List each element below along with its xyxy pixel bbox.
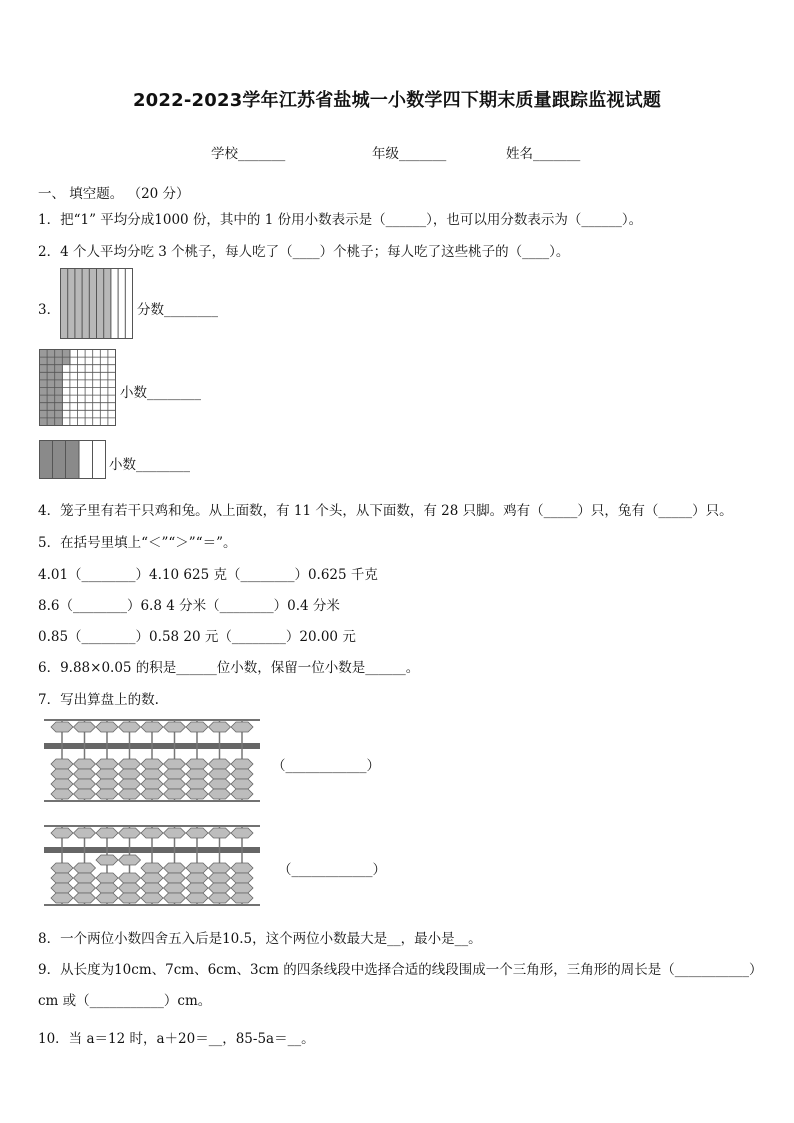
- abacus-bead: [209, 828, 231, 838]
- abacus-bead: [141, 779, 163, 789]
- abacus-bead: [164, 789, 186, 799]
- abacus-bead: [51, 759, 73, 769]
- abacus-bead: [141, 769, 163, 779]
- abacus-bead: [119, 722, 141, 732]
- fraction-answer-label: 分数________: [137, 302, 218, 318]
- abacus-bead: [119, 893, 141, 903]
- question-6: 6．9.88×0.05 的积是______位小数，保留一位小数是______。: [38, 660, 420, 676]
- abacus-bead: [119, 769, 141, 779]
- abacus-bead: [209, 722, 231, 732]
- abacus-bead: [164, 779, 186, 789]
- abacus-bead: [209, 893, 231, 903]
- abacus-bead: [119, 873, 141, 883]
- hundred-grid-figure: [39, 349, 117, 427]
- abacus-bead: [74, 883, 96, 893]
- question-2: 2．4 个人平均分吃 3 个桃子，每人吃了（____）个桃子；每人吃了这些桃子的（____）。: [38, 244, 570, 260]
- question-5-stem: 5．在括号里填上“＜”“＞”“＝”。: [38, 535, 237, 551]
- abacus-bead: [186, 828, 208, 838]
- abacus-bead: [186, 863, 208, 873]
- abacus-bead: [231, 779, 253, 789]
- abacus-bead: [96, 855, 118, 865]
- question-1: 1．把“1” 平均分成1000 份，其中的 1 份用小数表示是（______），也可以用分数表示为（______）。: [38, 212, 643, 228]
- abacus-bead: [231, 759, 253, 769]
- abacus-bead: [164, 863, 186, 873]
- question-9-line-2: cm 或（___________）cm。: [38, 993, 212, 1009]
- question-8: 8．一个两位小数四舍五入后是10.5，这个两位小数最大是__，最小是__。: [38, 931, 482, 947]
- abacus-bead: [164, 769, 186, 779]
- abacus-bead: [96, 893, 118, 903]
- page-title: 2022-2023学年江苏省盐城一小数学四下期末质量跟踪监视试题: [132, 90, 662, 111]
- abacus-2-answer: （____________）: [278, 862, 386, 878]
- abacus-bead: [141, 722, 163, 732]
- question-4: 4．笼子里有若干只鸡和兔。从上面数，有 11 个头，从下面数，有 28 只脚。鸡有（_____）只，兔有（_____）只。: [38, 503, 733, 519]
- abacus-bead: [96, 883, 118, 893]
- abacus-bead: [96, 759, 118, 769]
- abacus-2: [44, 824, 260, 908]
- abacus-bead: [96, 873, 118, 883]
- abacus-bead: [141, 883, 163, 893]
- abacus-bead: [209, 883, 231, 893]
- abacus-bead: [74, 863, 96, 873]
- abacus-bead: [141, 873, 163, 883]
- abacus-bead: [74, 759, 96, 769]
- abacus-bead: [209, 759, 231, 769]
- abacus-bead: [96, 779, 118, 789]
- abacus-bead: [209, 873, 231, 883]
- abacus-bead: [186, 883, 208, 893]
- abacus-bead: [119, 828, 141, 838]
- abacus-bead: [51, 779, 73, 789]
- abacus-bead: [119, 789, 141, 799]
- question-3-number: 3．: [38, 302, 61, 318]
- decimal-answer-label-1: 小数________: [120, 385, 201, 401]
- school-field: 学校_______: [211, 146, 286, 162]
- abacus-bead: [51, 863, 73, 873]
- abacus-bead: [209, 769, 231, 779]
- abacus-bead: [141, 893, 163, 903]
- abacus-bead: [119, 883, 141, 893]
- abacus-bead: [186, 893, 208, 903]
- abacus-bead: [51, 828, 73, 838]
- question-7-stem: 7．写出算盘上的数.: [38, 692, 159, 708]
- question-9-line-1: 9．从长度为10cm、7cm、6cm、3cm 的四条线段中选择合适的线段围成一个三角形，三角形的周长是（___________）: [38, 962, 763, 978]
- abacus-bead: [186, 789, 208, 799]
- abacus-bead: [119, 855, 141, 865]
- abacus-bead: [164, 883, 186, 893]
- fraction-bar-figure: [60, 268, 134, 340]
- question-5-row-2: 8.6（________）6.8 4 分米（________）0.4 分米: [38, 598, 340, 614]
- abacus-bead: [74, 873, 96, 883]
- abacus-bead: [74, 779, 96, 789]
- abacus-bead: [231, 789, 253, 799]
- abacus-bead: [141, 789, 163, 799]
- question-5-row-1: 4.01（________）4.10 625 克（________）0.625 千克: [38, 567, 378, 583]
- abacus-bead: [164, 828, 186, 838]
- abacus-bead: [186, 722, 208, 732]
- abacus-bead: [51, 893, 73, 903]
- abacus-bead: [186, 769, 208, 779]
- abacus-bead: [231, 863, 253, 873]
- abacus-bead: [209, 789, 231, 799]
- abacus-bead: [96, 722, 118, 732]
- decimal-answer-label-2: 小数________: [109, 457, 190, 473]
- abacus-bead: [119, 759, 141, 769]
- question-5-row-3: 0.85（________）0.58 20 元（________）20.00 元: [38, 629, 356, 645]
- abacus-bead: [231, 828, 253, 838]
- abacus-bead: [74, 722, 96, 732]
- abacus-bead: [51, 883, 73, 893]
- abacus-bead: [164, 893, 186, 903]
- abacus-bead: [96, 789, 118, 799]
- abacus-bead: [96, 769, 118, 779]
- abacus-bead: [209, 779, 231, 789]
- abacus-bead: [164, 722, 186, 732]
- abacus-bead: [186, 779, 208, 789]
- abacus-bead: [51, 789, 73, 799]
- abacus-bead: [74, 769, 96, 779]
- abacus-bead: [119, 779, 141, 789]
- strip-figure: [39, 440, 107, 480]
- grade-field: 年级_______: [372, 146, 447, 162]
- name-field: 姓名_______: [506, 146, 581, 162]
- abacus-bead: [164, 873, 186, 883]
- abacus-bead: [51, 873, 73, 883]
- abacus-1: [44, 718, 260, 804]
- abacus-bead: [164, 759, 186, 769]
- abacus-bead: [209, 863, 231, 873]
- abacus-bead: [141, 863, 163, 873]
- abacus-bead: [51, 769, 73, 779]
- abacus-bead: [231, 722, 253, 732]
- abacus-bead: [231, 883, 253, 893]
- abacus-bead: [231, 873, 253, 883]
- abacus-bead: [186, 873, 208, 883]
- abacus-bead: [74, 789, 96, 799]
- abacus-bead: [141, 759, 163, 769]
- abacus-bead: [96, 828, 118, 838]
- abacus-bead: [231, 893, 253, 903]
- question-10: 10．当 a＝12 时，a＋20＝__，85-5a＝__。: [38, 1031, 315, 1047]
- section-heading: 一、 填空题。 （20 分）: [38, 186, 190, 202]
- abacus-bead: [186, 759, 208, 769]
- abacus-bead: [74, 828, 96, 838]
- abacus-bead: [74, 893, 96, 903]
- abacus-1-answer: （____________）: [272, 758, 380, 774]
- abacus-bead: [51, 722, 73, 732]
- abacus-bead: [231, 769, 253, 779]
- abacus-bead: [141, 828, 163, 838]
